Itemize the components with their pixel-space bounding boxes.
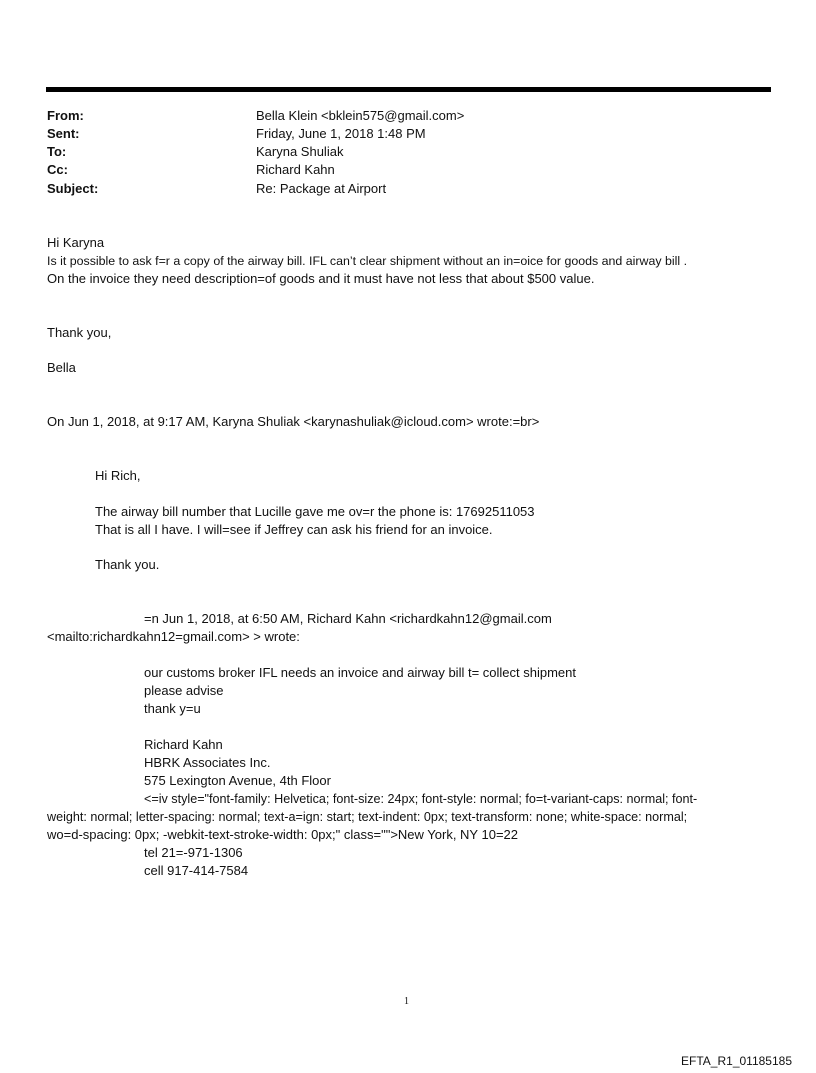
quote1-intro: On Jun 1, 2018, at 9:17 AM, Karyna Shuliak <karynashuliak@icloud.com> wrote:=br> [47, 414, 540, 429]
thanks-line: Thank you, [47, 325, 112, 340]
quote2-intro-b: <mailto:richardkahn12=gmail.com> > wrote: [47, 629, 300, 644]
from-label: From: [47, 108, 84, 123]
sent-label: Sent: [47, 126, 80, 141]
from-value: Bella Klein <bklein575@gmail.com> [256, 108, 465, 123]
signature-cell: cell 917-414-7584 [144, 863, 249, 878]
signature-company: HBRK Associates Inc. [144, 755, 271, 770]
body-line-2: On the invoice they need description=of goods and it must have not less that about $500 value. [47, 271, 595, 286]
quote2-line-3: thank y=u [144, 701, 201, 716]
quote2-intro-a: =n Jun 1, 2018, at 6:50 AM, Richard Kahn <richardkahn12@gmail.com [144, 611, 552, 626]
subject-value: Re: Package at Airport [256, 181, 387, 196]
signature-name: Richard Kahn [144, 737, 223, 752]
quote2-line-2: please advise [144, 683, 224, 698]
document-id: EFTA_R1_01185185 [681, 1054, 792, 1068]
quote2-line-1: our customs broker IFL needs an invoice and airway bill t= collect shipment [144, 665, 576, 680]
header-rule [46, 87, 771, 92]
subject-label: Subject: [47, 181, 99, 196]
signoff: Bella [47, 360, 76, 375]
cc-value: Richard Kahn [256, 162, 335, 177]
quote1-line-2: That is all I have. I will=see if Jeffrey can ask his friend for an invoice. [95, 522, 493, 537]
to-label: To: [47, 144, 67, 159]
greeting: Hi Karyna [47, 235, 105, 250]
quote1-greeting: Hi Rich, [95, 468, 141, 483]
cc-label: Cc: [47, 162, 68, 177]
quote1-line-1: The airway bill number that Lucille gave me ov=r the phone is: 17692511053 [95, 504, 535, 519]
signature-html-line-a: <=iv style="font-family: Helvetica; font-size: 24px; font-style: normal; fo=t-variant-caps: normal; font- [144, 792, 698, 806]
quote1-thanks: Thank you. [95, 557, 160, 572]
sent-value: Friday, June 1, 2018 1:48 PM [256, 126, 426, 141]
body-line-1: Is it possible to ask f=r a copy of the airway bill. IFL can’t clear shipment without an in=oice for goods and airway bill . [47, 254, 688, 268]
signature-html-line-b: weight: normal; letter-spacing: normal; text-a=ign: start; text-indent: 0px; text-transform: none; white-space: normal; [47, 810, 688, 824]
signature-address: 575 Lexington Avenue, 4th Floor [144, 773, 331, 788]
signature-tel: tel 21=-971-1306 [144, 845, 243, 860]
signature-html-line-c: wo=d-spacing: 0px; -webkit-text-stroke-width: 0px;" class="">New York, NY 10=22 [47, 827, 518, 842]
page-number: 1 [404, 996, 409, 1007]
to-value: Karyna Shuliak [256, 144, 344, 159]
